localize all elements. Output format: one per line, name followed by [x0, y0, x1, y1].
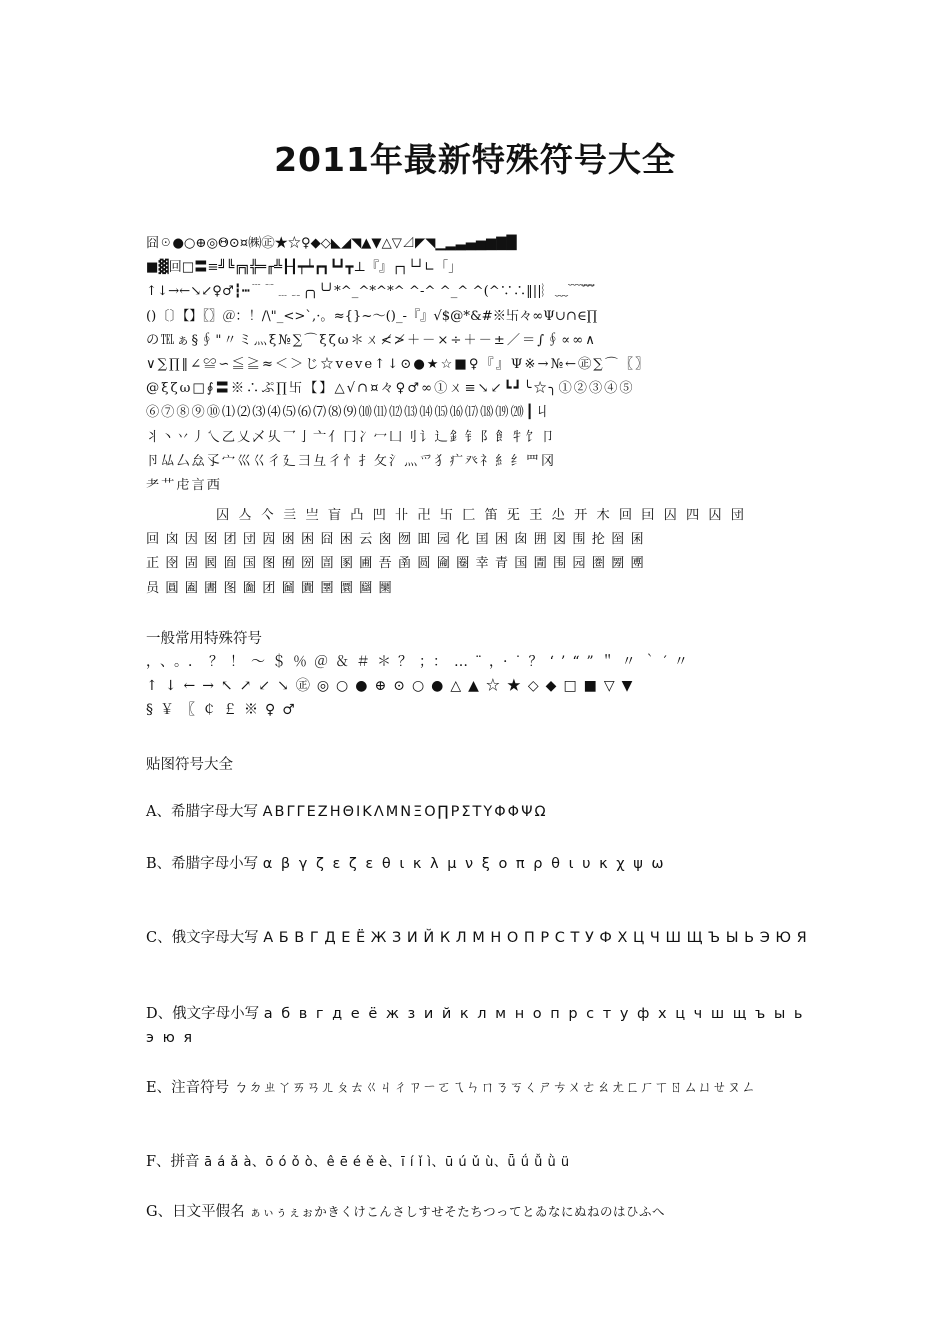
alphabet-label: B、希腊字母小写: [146, 856, 259, 872]
alphabet-chars: α β γ ζ ε ζ ε θ ι κ λ μ ν ξ ο π ρ θ ι υ κ χ ψ ω: [262, 856, 666, 872]
alphabet-chars: а б в г д е ё ж з и й к л м н о п р с т у ф х ц ч ш щ ъ ы ь э ю я: [146, 1006, 805, 1046]
symbol-line: ∨∑∏‖∠≌∽≦≧≈＜＞じ☆veve↑↓⊙●★☆■♀『』Ψ※→№←㊣∑⌒〖〗: [146, 356, 651, 372]
common-symbols-section: [146, 628, 810, 722]
symbol-line: @ξζω□∮〓※∴ぷ∏卐【】△√∩¤々♀♂∞①ㄨ≡↘↙┗┛╰☆╮①②③④⑤: [146, 381, 635, 397]
document-title: 2011年最新特殊符号大全: [274, 140, 676, 179]
alphabet-label: C、俄文字母大写: [146, 930, 259, 946]
alphabet-label: F、拼音: [146, 1154, 200, 1170]
section-heading: 一般常用特殊符号: [146, 631, 262, 647]
symbol-line: ()〔〕【】〖〗＠：！/\"_<>`,·。≈{}~～()_-『』√$@*&#※卐々∞Ψ∪∩∈∏: [146, 308, 598, 324]
alphabet-row: [146, 852, 810, 876]
alphabet-label: D、俄文字母小写: [146, 1006, 260, 1022]
common-symbol-line: ↑↓←→↖↗↙↘㊣◎○●⊕⊙○●△▲☆★◇◆□■▽▼: [146, 678, 640, 694]
alphabet-chars: ぁぃぅぇぉかきくけこんさしすせそたちつってとゐなにぬねのはひふへ: [249, 1204, 665, 1219]
symbol-line: 丬丶丷丿乀乙乂乄乆乛亅亠亻冂冫冖凵刂讠辶釒钅阝飠牜饣卩: [146, 429, 557, 445]
enclosed-line: 囚 亼 亽 亖 亗 盲 凸 凹 卝 卍 卐 匚 笛 旡 王 尐 开 木 回 囙 囚 四 囚 団: [216, 508, 747, 523]
alphabet-chars: А Б В Г Д Е Ё Ж З И Й К Л М Н О П Р С Т У Ф Х Ц Ч Ш Щ Ъ Ы Ь Э Ю Я: [263, 930, 808, 946]
symbol-line: 囧☉●○⊕◎Θ⊙¤㈱㊣★☆♀◆◇◣◢◥▲▼△▽⊿◤◥▁▂▃▄▅▆▇█: [146, 236, 517, 251]
symbol-line: ⑥⑦⑧⑨⑩⑴⑵⑶⑷⑸⑹⑺⑻⑼⑽⑾⑿⒀⒁⒂⒃⒄⒅⒆⒇┃丩: [146, 405, 551, 421]
alphabet-row: [146, 1200, 810, 1224]
symbol-line: ■▓回□〓≡╝╚╔╗╬═╓╩┠┨┯┷┏┓┗┛┳⊥『』┌┐└┘∟「」: [146, 260, 462, 276]
alphabet-row: [146, 800, 810, 824]
symbol-line: 耂艹虍言西: [146, 477, 222, 493]
sticker-symbols-section: [146, 754, 810, 776]
alphabet-row: [146, 1150, 810, 1175]
enclosed-line: 正 囹 固 囻 囼 国 图 囿 圀 圁 圂 圃 吾 圅 圆 圇 圈 幸 青 国 圊 围 园 圏 圐 圑: [146, 556, 645, 572]
alphabet-label: E、注音符号: [146, 1080, 230, 1096]
enclosed-line: 员 圓 圔 圕 图 圗 团 圙 圚 圛 圜 圝 圞: [146, 580, 393, 596]
symbol-block: [146, 232, 810, 498]
enclosed-character-block: [146, 504, 810, 601]
symbol-line: の℡ぁ§∮"〃ミ灬ξ№∑⌒ξζω＊ㄨ≮≯＋－×÷＋－±／＝∫∮∝∞∧: [146, 332, 597, 348]
alphabet-chars: ā á ǎ à、ō ó ǒ ò、ê ē é ě è、ī í ǐ ì、ū ú ǔ ù、ǖ ǘ ǚ ǜ ü: [204, 1155, 570, 1170]
symbol-line: 卪厸厶厽孓宀巛巜彳廴彐彑彳忄扌攵氵灬爫犭疒癶礻糹纟罒冈: [146, 453, 557, 469]
alphabet-label: G、日文平假名: [146, 1204, 245, 1220]
alphabet-row: [146, 926, 810, 950]
common-symbol-line: ，、。．？！～＄％＠＆＃＊？；：…¨，·˙？‘’“”＂〃｀′〃: [146, 654, 695, 670]
alphabet-row: [146, 1076, 810, 1100]
alphabet-chars: ㄅㄉㄓㄚㄞㄢㄦㄆㄊㄍㄐㄔㄗㄧㄛㄟㄣㄇㄋㄎㄑㄕㄘㄨㄜㄠㄤㄈㄏㄒㄖㄙㄩㄝㄡㄥ: [233, 1080, 756, 1096]
alphabet-row: [146, 1002, 810, 1050]
alphabet-label: A、希腊字母大写: [146, 804, 258, 820]
alphabet-chars: ΑΒΓΓΕΖΗΘΙΚΛΜΝΞΟ∏ΡΣΤΥΦΦΨΩ: [262, 804, 548, 820]
symbol-line: ↑↓→←↘↙♀♂┇┅﹉﹊﹍﹎╭╮╰╯*^_^*^*^ ^-^ ^_^ ^(^∵∴‖||︴﹏﹋﹌: [146, 284, 595, 300]
common-symbol-line: §￥〖￠￡※♀♂: [146, 702, 302, 718]
section-heading: 贴图符号大全: [146, 757, 233, 773]
enclosed-line: 回 囟 因 囡 团 団 囥 囦 困 囧 困 云 囪 囫 囬 园 化 囯 困 囱 囲 図 围 抡 囶 囷: [146, 532, 645, 548]
